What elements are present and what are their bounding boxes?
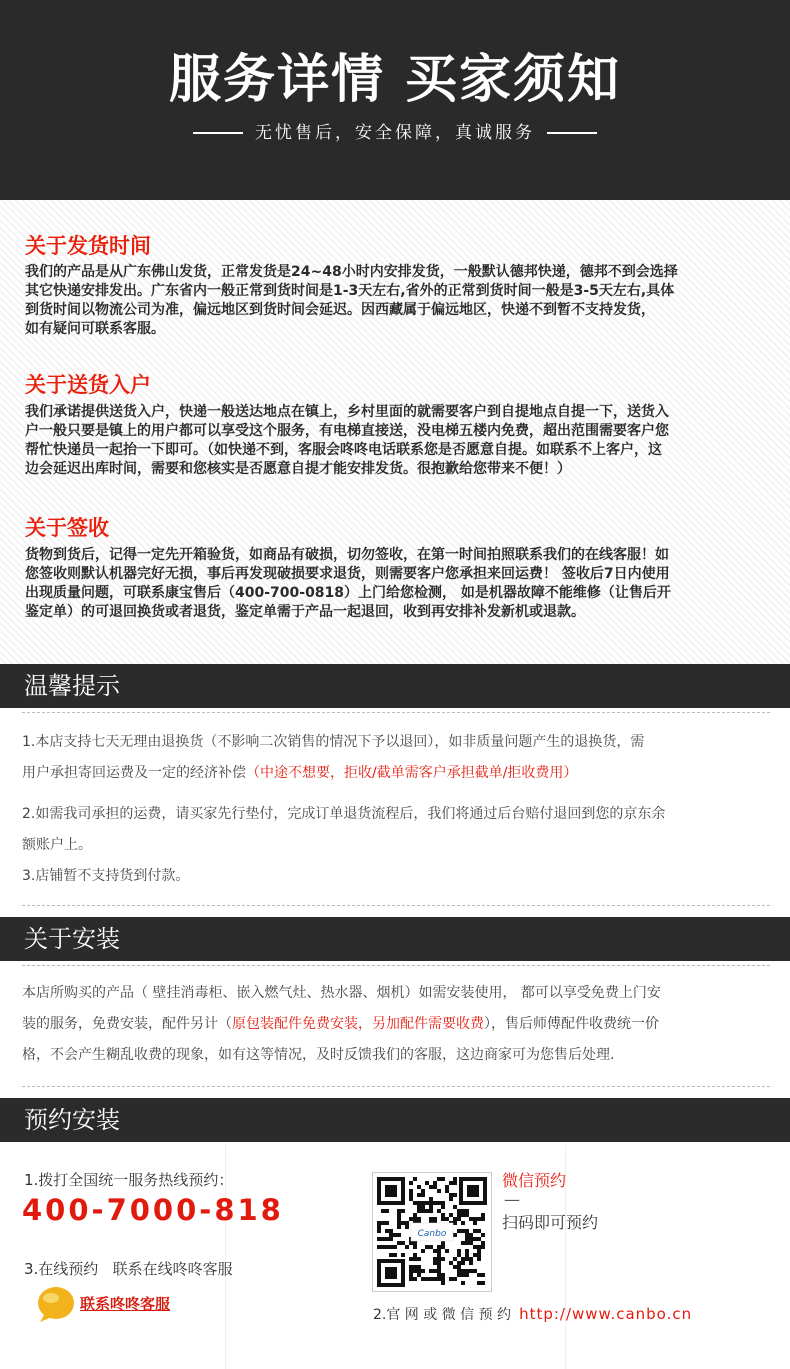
- qr-module: [397, 1241, 401, 1245]
- qr-module: [481, 1233, 485, 1237]
- tip-warning: （中途不想要，拒收/截单需客户承担截单/拒收费用）: [246, 765, 578, 781]
- qr-module: [441, 1273, 445, 1277]
- qr-module: [449, 1261, 453, 1265]
- contact-service-button[interactable]: [36, 1285, 188, 1323]
- tip-line: 1.本店支持七天无理由退换货（不影响二次销售的情况下予以退回），如非质量问题产生的退换货，需: [22, 734, 645, 750]
- qr-module: [453, 1265, 457, 1269]
- qr-module: [457, 1273, 461, 1277]
- qr-module: [457, 1209, 461, 1213]
- qr-module: [465, 1241, 469, 1245]
- qr-module: [477, 1245, 481, 1249]
- qr-module: [437, 1261, 441, 1265]
- qr-module: [449, 1213, 453, 1217]
- install-text: 装的服务，免费安装，配件另计（: [22, 1016, 232, 1032]
- qr-module: [421, 1209, 425, 1213]
- qr-module: [429, 1197, 433, 1201]
- qr-module: [413, 1265, 417, 1269]
- qr-module: [461, 1281, 465, 1285]
- qr-module: [461, 1269, 465, 1273]
- qr-module: [453, 1181, 457, 1185]
- qr-module: [413, 1241, 417, 1245]
- online-booking-label: 3.在线预约 联系在线咚咚客服: [24, 1260, 233, 1278]
- qr-module: [421, 1201, 425, 1205]
- qr-module: [389, 1253, 393, 1257]
- text-line: 货物到货后，记得一定先开箱验货，如商品有破损，切勿签收，在第一时间拍照联系我们的在线客服！如: [25, 547, 669, 563]
- qr-module: [465, 1237, 469, 1241]
- home-delivery-body: [25, 403, 775, 479]
- qr-module: [385, 1209, 389, 1213]
- qr-module: [465, 1249, 469, 1253]
- install-text: ），售后师傅配件收费统一价: [484, 1016, 659, 1032]
- text-line: 我们承诺提供送货入户，快递一般送达地点在镇上，乡村里面的就需要客户到自提地点自提一下，送货入: [25, 404, 669, 420]
- shipping-time-heading: 关于发货时间: [25, 234, 151, 258]
- qr-module: [465, 1209, 469, 1213]
- qr-module: [449, 1277, 453, 1281]
- qr-module: [453, 1233, 457, 1237]
- qr-module: [477, 1257, 481, 1261]
- qr-module: [437, 1269, 441, 1273]
- install-body: [22, 978, 772, 1071]
- qr-module: [469, 1269, 473, 1273]
- qr-module: [421, 1193, 425, 1197]
- qr-module: [481, 1273, 485, 1277]
- qr-module: [469, 1237, 473, 1241]
- qr-module: [413, 1257, 417, 1261]
- dashed-divider: [22, 965, 770, 966]
- qr-module: [437, 1245, 441, 1249]
- qr-module: [417, 1257, 421, 1261]
- qr-module: [437, 1201, 441, 1205]
- text-line: 边会延迟出库时间，需要和您核实是否愿意自提才能安排发货。很抱歉给您带来不便！）: [25, 461, 571, 477]
- qr-module: [429, 1277, 433, 1281]
- qr-module: [469, 1217, 473, 1221]
- tip-line: 额账户上。: [22, 837, 92, 853]
- qr-module: [465, 1253, 469, 1257]
- qr-module: [481, 1217, 485, 1221]
- qr-module: [465, 1233, 469, 1237]
- qr-module: [417, 1217, 421, 1221]
- qr-module: [421, 1269, 425, 1273]
- qr-module: [389, 1245, 393, 1249]
- qr-module: [409, 1217, 413, 1221]
- qr-module: [461, 1221, 465, 1225]
- qr-module: [453, 1257, 457, 1261]
- qr-module: [409, 1197, 413, 1201]
- tip-line: 3.店铺暂不支持货到付款。: [22, 868, 190, 884]
- subtitle-text: 无忧售后，安全保障，真诚服务: [255, 123, 535, 143]
- qr-module: [441, 1205, 445, 1209]
- qr-module: [441, 1245, 445, 1249]
- text-line: 帮忙快递员一起抬一下即可。（如快递不到，客服会咚咚电话联系您是否愿意自提。如联系不上客户，这: [25, 442, 662, 458]
- qr-module: [457, 1265, 461, 1269]
- qr-module: [437, 1209, 441, 1213]
- qr-module: [413, 1245, 417, 1249]
- qr-module: [433, 1277, 437, 1281]
- qr-module: [453, 1205, 457, 1209]
- qr-module: [461, 1257, 465, 1261]
- qr-module: [417, 1201, 421, 1205]
- qr-module: [413, 1277, 417, 1281]
- text-line: 鉴定单）的可退回换货或者退货，鉴定单需于产品一起退回，收到再安排补发新机或退款。: [25, 604, 585, 620]
- install-line: 格，不会产生糊乱收费的现象，如有这等情况，及时反馈我们的客服，这边商家可为您售后处理.: [22, 1047, 615, 1063]
- qr-module: [437, 1189, 441, 1193]
- qr-module: [477, 1273, 481, 1277]
- qr-module: [385, 1221, 389, 1225]
- qr-module: [445, 1189, 449, 1193]
- website-booking: [373, 1304, 692, 1325]
- qr-module: [409, 1257, 413, 1261]
- qr-module: [473, 1221, 477, 1225]
- qr-module: [465, 1269, 469, 1273]
- qr-module: [469, 1261, 473, 1265]
- sign-receipt-heading: 关于签收: [25, 516, 109, 540]
- qr-module: [469, 1241, 473, 1245]
- qr-module: [421, 1249, 425, 1253]
- qr-module: [441, 1241, 445, 1245]
- qr-module: [477, 1249, 481, 1253]
- text-line: 户一般只要是镇上的用户都可以享受这个服务，有电梯直接送，没电梯五楼内免费，超出范围需要客户您: [25, 423, 669, 439]
- qr-module: [429, 1205, 433, 1209]
- qr-module: [377, 1221, 381, 1225]
- hotline-number[interactable]: 400-7000-818: [22, 1193, 284, 1227]
- qr-module: [473, 1253, 477, 1257]
- dashed-divider: [22, 1086, 770, 1087]
- qr-module: [413, 1269, 417, 1273]
- website-link[interactable]: http://www.canbo.cn: [519, 1305, 693, 1323]
- qr-module: [409, 1181, 413, 1185]
- qr-module: [457, 1229, 461, 1233]
- qr-module: [393, 1245, 397, 1249]
- contact-service-label: 联系咚咚客服: [80, 1295, 171, 1313]
- qr-module: [441, 1213, 445, 1217]
- install-title: 关于安装: [24, 925, 120, 953]
- qr-module: [433, 1181, 437, 1185]
- booking-title-bar: [0, 1098, 790, 1142]
- dashed-divider: [22, 905, 770, 906]
- wechat-booking-title: 微信预约: [502, 1171, 567, 1190]
- qr-module: [409, 1265, 413, 1269]
- qr-module: [437, 1273, 441, 1277]
- qr-module: [441, 1277, 445, 1281]
- wechat-dash: —: [504, 1190, 520, 1209]
- qr-module: [397, 1217, 401, 1221]
- website-label: 2.官 网 或 微 信 预 约: [373, 1307, 512, 1323]
- qr-module: [457, 1213, 461, 1217]
- divider: [547, 132, 597, 134]
- qr-module: [397, 1221, 401, 1225]
- qr-module: [409, 1277, 413, 1281]
- qr-module: [433, 1249, 437, 1253]
- qr-module: [377, 1237, 381, 1241]
- qr-module: [393, 1233, 397, 1237]
- qr-module: [421, 1277, 425, 1281]
- page-header: [0, 0, 790, 200]
- qr-module: [457, 1249, 461, 1253]
- qr-module: [457, 1253, 461, 1257]
- qr-module: [413, 1177, 417, 1181]
- qr-module: [397, 1209, 401, 1213]
- qr-module: [425, 1181, 429, 1185]
- qr-module: [457, 1261, 461, 1265]
- qr-brand-text: Canbo: [417, 1229, 447, 1239]
- qr-module: [389, 1229, 393, 1233]
- qr-module: [405, 1221, 409, 1225]
- qr-module: [417, 1185, 421, 1189]
- qr-module: [481, 1241, 485, 1245]
- wechat-qr-code: [372, 1172, 492, 1292]
- qr-module: [441, 1257, 445, 1261]
- qr-module: [417, 1265, 421, 1269]
- qr-module: [481, 1213, 485, 1217]
- qr-module: [409, 1273, 413, 1277]
- qr-module: [377, 1245, 381, 1249]
- qr-module: [453, 1193, 457, 1197]
- qr-module: [461, 1209, 465, 1213]
- qr-module: [405, 1225, 409, 1229]
- qr-module: [433, 1217, 437, 1221]
- qr-module: [405, 1245, 409, 1249]
- qr-module: [445, 1217, 449, 1221]
- qr-module: [429, 1217, 433, 1221]
- qr-module: [425, 1209, 429, 1213]
- hotline-label: 1.拨打全国统一服务热线预约：: [24, 1171, 234, 1189]
- qr-module: [473, 1237, 477, 1241]
- qr-module: [401, 1221, 405, 1225]
- qr-module: [457, 1269, 461, 1273]
- qr-module: [465, 1273, 469, 1277]
- qr-module: [465, 1229, 469, 1233]
- qr-module: [437, 1253, 441, 1257]
- qr-module: [393, 1253, 397, 1257]
- qr-module: [421, 1205, 425, 1209]
- qr-module: [417, 1205, 421, 1209]
- divider: [193, 132, 243, 134]
- install-line: 本店所购买的产品（ 壁挂消毒柜、嵌入燃气灶、热水器、烟机）如需安装使用， 都可以享受免费上门安: [22, 985, 661, 1001]
- home-delivery-heading: 关于送货入户: [25, 373, 151, 397]
- text-line: 出现质量问题，可联系康宝售后（400-700-0818）上门给您检测， 如是机器故障不能维修（让售后开: [25, 585, 671, 601]
- qr-module: [441, 1177, 445, 1181]
- install-line: [22, 1009, 772, 1040]
- tip-line: [22, 758, 772, 789]
- dashed-divider: [22, 712, 770, 713]
- qr-module: [409, 1193, 413, 1197]
- qr-module: [449, 1197, 453, 1201]
- qr-module: [437, 1257, 441, 1261]
- qr-module: [477, 1217, 481, 1221]
- text-line: 您签收则默认机器完好无损，事后再发现破损要求退货，则需要客户您承担来回运费！ 签收后7日内使用: [25, 566, 670, 582]
- qr-module: [413, 1213, 417, 1217]
- qr-module: [453, 1221, 457, 1225]
- qr-module: [429, 1185, 433, 1189]
- qr-module: [465, 1257, 469, 1261]
- qr-module: [473, 1269, 477, 1273]
- qr-module: [413, 1253, 417, 1257]
- qr-module: [397, 1213, 401, 1217]
- qr-module: [461, 1261, 465, 1265]
- qr-module: [409, 1269, 413, 1273]
- qr-module: [445, 1249, 449, 1253]
- qr-module: [425, 1245, 429, 1249]
- qr-module: [433, 1269, 437, 1273]
- qr-code-pattern: [373, 1173, 491, 1291]
- qr-module: [377, 1229, 381, 1233]
- wechat-scan-text: 扫码即可预约: [502, 1213, 599, 1232]
- qr-module: [429, 1269, 433, 1273]
- page-title: 服务详情 买家须知: [168, 50, 622, 110]
- chat-bubble-icon: [36, 1285, 80, 1323]
- qr-module: [477, 1281, 481, 1285]
- qr-module: [421, 1189, 425, 1193]
- qr-module: [397, 1225, 401, 1229]
- qr-module: [441, 1281, 445, 1285]
- page-subtitle: [0, 122, 790, 144]
- qr-module: [389, 1237, 393, 1241]
- qr-module: [429, 1201, 433, 1205]
- qr-module: [433, 1201, 437, 1205]
- install-highlight: 原包装配件免费安装，另加配件需要收费: [232, 1016, 484, 1032]
- qr-module: [409, 1189, 413, 1193]
- qr-module: [429, 1245, 433, 1249]
- qr-module: [409, 1241, 413, 1245]
- qr-module: [381, 1209, 385, 1213]
- qr-module: [437, 1277, 441, 1281]
- qr-module: [385, 1245, 389, 1249]
- qr-module: [453, 1177, 457, 1181]
- qr-module: [401, 1241, 405, 1245]
- qr-module: [437, 1177, 441, 1181]
- qr-module: [441, 1201, 445, 1205]
- qr-module: [401, 1209, 405, 1213]
- qr-module: [473, 1245, 477, 1249]
- qr-module: [417, 1209, 421, 1213]
- text-line: 如有疑问可联系客服。: [25, 321, 165, 337]
- qr-module: [401, 1253, 405, 1257]
- qr-module: [417, 1193, 421, 1197]
- qr-module: [469, 1233, 473, 1237]
- qr-module: [433, 1261, 437, 1265]
- tip-line: 2.如需我司承担的运费，请买家先行垫付，完成订单退货流程后，我们将通过后台赔付退回到您的京东余: [22, 806, 666, 822]
- tip-text: 用户承担寄回运费及一定的经济补偿: [22, 765, 246, 781]
- qr-module: [465, 1213, 469, 1217]
- shipping-time-body: [25, 263, 775, 339]
- qr-module: [449, 1193, 453, 1197]
- qr-module: [457, 1217, 461, 1221]
- spacer: [22, 789, 772, 799]
- qr-module: [461, 1229, 465, 1233]
- text-line: 我们的产品是从广东佛山发货，正常发货是24~48小时内安排发货，一般默认德邦快递，德邦不到会选择: [25, 264, 678, 280]
- qr-module: [397, 1233, 401, 1237]
- qr-module: [381, 1221, 385, 1225]
- qr-module: [461, 1241, 465, 1245]
- qr-module: [453, 1217, 457, 1221]
- qr-module: [461, 1213, 465, 1217]
- qr-module: [481, 1281, 485, 1285]
- text-line: 其它快递安排发出。广东省内一般正常到货时间是1-3天左右,省外的正常到货时间一般是3-5天左右,具体: [25, 283, 675, 299]
- qr-module: [481, 1245, 485, 1249]
- qr-module: [425, 1277, 429, 1281]
- qr-module: [469, 1257, 473, 1261]
- qr-module: [385, 1229, 389, 1233]
- qr-module: [413, 1201, 417, 1205]
- qr-module: [437, 1265, 441, 1269]
- tips-title: 温馨提示: [24, 672, 120, 700]
- qr-module: [461, 1273, 465, 1277]
- qr-module: [449, 1181, 453, 1185]
- qr-module: [477, 1229, 481, 1233]
- qr-module: [473, 1229, 477, 1233]
- text-line: 到货时间以物流公司为准，偏远地区到货时间会延迟。因西藏属于偏远地区，快递不到暂不支持发货，: [25, 302, 655, 318]
- qr-module: [425, 1201, 429, 1205]
- qr-module: [441, 1217, 445, 1221]
- qr-module: [429, 1209, 433, 1213]
- qr-module: [385, 1237, 389, 1241]
- qr-module: [473, 1217, 477, 1221]
- qr-module: [417, 1273, 421, 1277]
- qr-module: [381, 1245, 385, 1249]
- install-title-bar: [0, 917, 790, 961]
- qr-module: [377, 1225, 381, 1229]
- sign-receipt-body: [25, 546, 775, 622]
- qr-module: [417, 1269, 421, 1273]
- qr-module: [453, 1277, 457, 1281]
- qr-module: [433, 1257, 437, 1261]
- qr-module: [381, 1237, 385, 1241]
- qr-module: [477, 1253, 481, 1257]
- tips-title-bar: [0, 664, 790, 708]
- qr-module: [389, 1233, 393, 1237]
- qr-module: [437, 1249, 441, 1253]
- tips-body: [22, 727, 772, 892]
- qr-module: [413, 1217, 417, 1221]
- qr-module: [477, 1237, 481, 1241]
- qr-module: [433, 1185, 437, 1189]
- qr-module: [445, 1185, 449, 1189]
- booking-title: 预约安装: [24, 1106, 120, 1134]
